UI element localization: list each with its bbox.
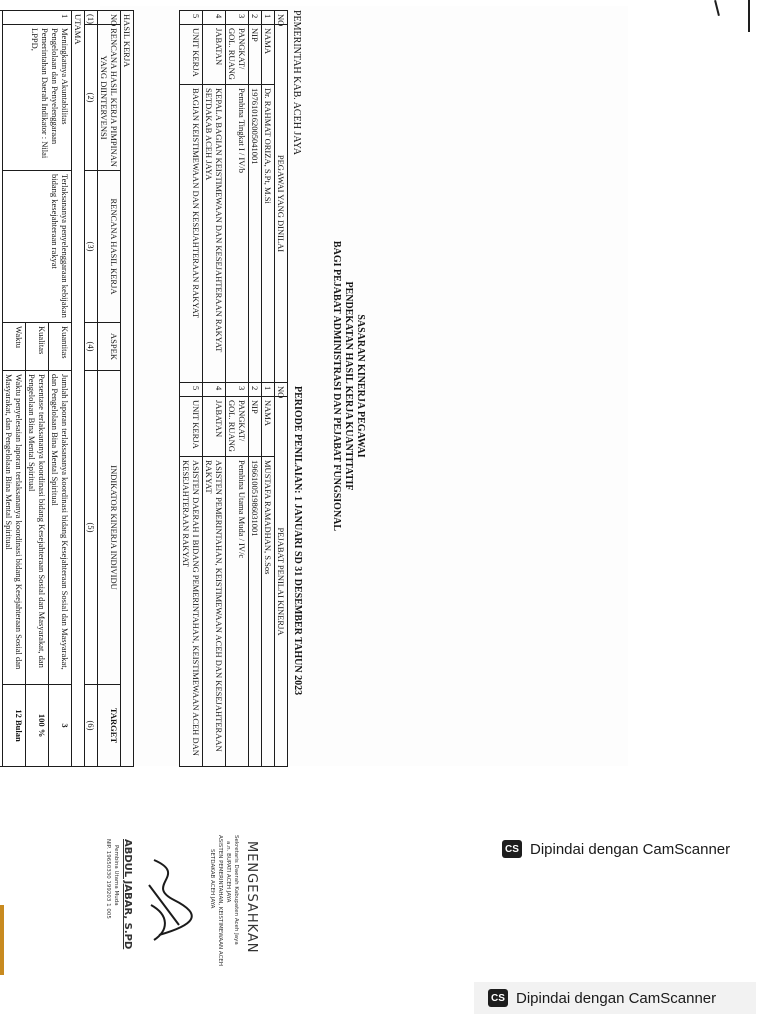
item-no: 1 bbox=[3, 11, 72, 25]
row-no: 4 bbox=[203, 11, 226, 25]
field-label: NAMA bbox=[262, 397, 275, 457]
column-header: RENCANA HASIL KERJA bbox=[98, 171, 121, 323]
penilai-jabatan: ASISTEN PEMERINTAHAN, KEISTIMEWAAN ACEH DAN KESEJAHTERAAN RAKYAT bbox=[203, 457, 226, 767]
identity-table bbox=[179, 10, 288, 767]
watermark-text: Dipindai dengan CamScanner bbox=[530, 840, 731, 858]
pegawai-nama: Dr. RAHMAT ORIZA, S.Pt, M.Si bbox=[262, 85, 275, 383]
field-label: UNIT KERJA bbox=[180, 397, 203, 457]
column-number: (3) bbox=[85, 171, 98, 323]
pegawai-dinilai-header: PEGAWAI YANG DINILAI bbox=[275, 25, 288, 383]
col-no-header: NO bbox=[275, 11, 288, 25]
pegawai-nip: 197610162005041001 bbox=[249, 85, 262, 383]
row-no: 2 bbox=[249, 383, 262, 397]
target-cell: 3 bbox=[49, 685, 72, 767]
stamp-line: SETDAKAB ACEH JAYA bbox=[209, 849, 215, 909]
title-line-2: PENDEKATAN HASIL KERJA KUANTITATIF bbox=[343, 281, 354, 491]
row-no: 3 bbox=[226, 11, 249, 25]
stamp-line: Sekretaris Daerah Kabupaten Aceh Jaya bbox=[233, 835, 239, 945]
indikator-cell: Waktu penyelesaian laporan terlaksananya koordinasi bidang Kesejahteraan Sosial dan Masyarakat, dan Pengelolaan Bina Mental Spiritual bbox=[3, 371, 26, 685]
title-line-3: BAGI PEJABAT ADMINISTRASI DAN PEJABAT FUNGSIONAL bbox=[331, 240, 342, 532]
camscanner-watermark-bar bbox=[474, 982, 756, 1014]
identity-row bbox=[249, 11, 262, 767]
row-no: 4 bbox=[203, 383, 226, 397]
document-sheet bbox=[4, 6, 628, 766]
pegawai-jabatan: KEPALA BAGIAN KEISTIMEWAAN DAN KESEJAHTERAAN RAKYAT SETDAKAB ACEH JAYA bbox=[203, 85, 226, 383]
field-label: NIP bbox=[249, 397, 262, 457]
indikator-cell: Persentase terlaksananya koordinasi bidang Kesejahteraan Sosial dan Masyarakat, dan Pengelolaan Bina Mental Spiritual bbox=[26, 371, 49, 685]
field-label: PANGKAT/ GOL. RUANG bbox=[226, 397, 249, 457]
pen-mark bbox=[748, 0, 750, 32]
aspek-cell: Waktu bbox=[3, 323, 26, 371]
pegawai-pangkat: Pembina Tingkat I / IV/b bbox=[226, 85, 249, 383]
field-label: PANGKAT/ GOL. RUANG bbox=[226, 25, 249, 85]
title-line-1: SASARAN KINERJA PEGAWAI bbox=[355, 314, 366, 458]
row-no: 5 bbox=[180, 383, 203, 397]
signer-rank: Pembina Utama Muda bbox=[113, 845, 119, 906]
organization-label: PEMERINTAH KAB. ACEH JAYA bbox=[291, 10, 302, 155]
table-row bbox=[49, 11, 72, 767]
identity-row bbox=[226, 11, 249, 767]
column-header: NO bbox=[98, 11, 121, 25]
rencana-hasil-kerja: Terlaksananya penyelenggaraan kebijakan bidang kesejahteraan rakyat bbox=[3, 171, 72, 323]
column-header: ASPEK bbox=[98, 323, 121, 371]
column-header: INDIKATOR KINERJA INDIVIDU bbox=[98, 371, 121, 685]
rencana-pimpinan: Meningkatnya Akuntabilitas Pengelolaan dan Penyelenggaraan Pemerintahan Daerah Indikator : Nilai LPPD, bbox=[3, 25, 72, 171]
column-number: (4) bbox=[85, 323, 98, 371]
identity-row bbox=[203, 11, 226, 767]
row-no: 5 bbox=[180, 11, 203, 25]
col-no-header-2: NO bbox=[275, 383, 288, 397]
column-header: TARGET bbox=[98, 685, 121, 767]
column-number: (5) bbox=[85, 371, 98, 685]
penilai-unit-kerja: ASISTEN DAERAH I BIDANG PEMERINTAHAN, KEISTIMEWAAN ACEH DAN KESEJAHTERAAN RAKYAT bbox=[180, 457, 203, 767]
target-cell: 12 Bulan bbox=[3, 685, 26, 767]
row-no: 1 bbox=[262, 11, 275, 25]
row-no: 3 bbox=[226, 383, 249, 397]
document-title bbox=[330, 6, 366, 766]
utama-label: UTAMA bbox=[72, 11, 85, 767]
stamp-line: a.n. BUPATI ACEH JAYA bbox=[225, 841, 231, 903]
stamp-title: MENGESAHKAN bbox=[244, 841, 259, 954]
hasil-kerja-table bbox=[0, 10, 134, 767]
identity-row bbox=[262, 11, 275, 767]
target-cell: 100 % bbox=[26, 685, 49, 767]
column-number: (2) bbox=[85, 25, 98, 171]
row-no: 2 bbox=[249, 11, 262, 25]
watermark-text: Dipindai dengan CamScanner bbox=[516, 989, 717, 1007]
identity-row bbox=[180, 11, 203, 767]
camscanner-logo-icon: CS bbox=[488, 989, 508, 1007]
pejabat-penilai-header: PEJABAT PENILAI KINERJA bbox=[275, 397, 288, 767]
field-label: UNIT KERJA bbox=[180, 25, 203, 85]
penilai-nama: MUSTAFA RAMADHAN, S.Sos bbox=[262, 457, 275, 767]
signer-name: ABDUL JABAR, S.PD bbox=[122, 839, 133, 950]
penilai-nip: 196610051986031001 bbox=[249, 457, 262, 767]
section-label: HASIL KERJA bbox=[121, 11, 134, 767]
field-label: JABATAN bbox=[203, 397, 226, 457]
pegawai-unit-kerja: BAGIAN KEISTIMEWAAN DAN KESEJAHTERAAN RAKYAT bbox=[180, 85, 203, 383]
row-no: 1 bbox=[262, 383, 275, 397]
column-number: (6) bbox=[85, 685, 98, 767]
aspek-cell: Kualitas bbox=[26, 323, 49, 371]
spacer-row bbox=[0, 11, 3, 767]
field-label: NIP bbox=[249, 25, 262, 85]
field-label: NAMA bbox=[262, 25, 275, 85]
aspek-cell: Kuantitas bbox=[49, 323, 72, 371]
column-header: RENCANA HASIL KERJA PIMPINAN YANG DIINTERVENSI bbox=[98, 25, 121, 171]
period-label: PERIODE PENILAIAN: 1 JANUARI SD 31 DESEMBER TAHUN 2023 bbox=[292, 386, 303, 696]
indikator-cell: Jumlah laporan terlaksananya koordinasi bidang Kesejahteraan Sosial dan Masyarakat, dan Pengelolaan Bina Mental Spiritual bbox=[49, 371, 72, 685]
camscanner-watermark bbox=[502, 840, 730, 858]
approval-stamp bbox=[85, 835, 265, 965]
stamp-line: ASISTEN PEMERINTAHAN, KEISTIMEWAAN ACEH bbox=[217, 835, 223, 967]
field-label: JABATAN bbox=[203, 25, 226, 85]
camscanner-logo-icon: CS bbox=[502, 840, 522, 858]
signature-icon bbox=[139, 855, 199, 945]
pen-mark bbox=[714, 0, 720, 16]
penilai-pangkat: Pembina Utama Muda / IV/c bbox=[226, 457, 249, 767]
column-number: (1) bbox=[85, 11, 98, 25]
scan-edge bbox=[0, 905, 4, 975]
signer-nip: NIP. 19650330 199203 1 005 bbox=[105, 839, 111, 919]
